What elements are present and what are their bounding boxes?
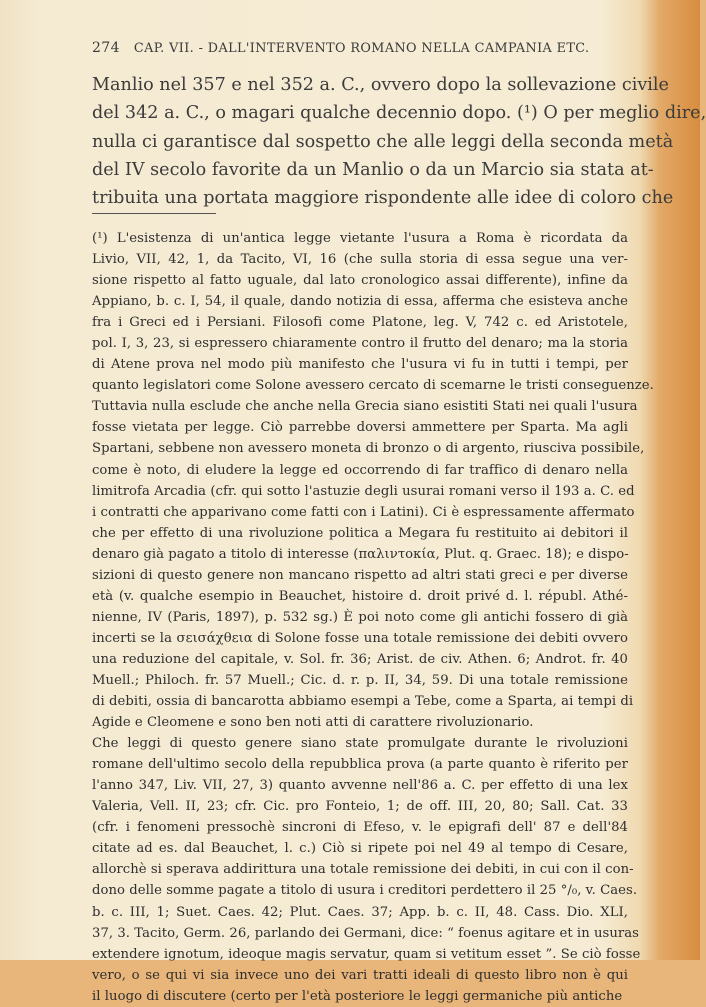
main-text-line: Manlio nel 357 e nel 352 a. C., ovvero dopo la sollevazione civile (92, 75, 669, 95)
footnote-line: citate ad es. dal Beauchet, l. c.) Ciò si ripete poi nel 49 al tempo di Cesare, (92, 841, 628, 857)
running-header (92, 40, 622, 56)
footnote (92, 228, 654, 1007)
footnote-line: Che leggi di questo genere siano state promulgate durante le rivoluzioni (92, 736, 628, 752)
footnote-line: vero, o se qui vi sia invece uno dei vari tratti ideali di questo libro non è qui (92, 967, 628, 983)
footnote-line: extendere ignotum, ideoque magis servatur, quam si vetitum esset ”. Se ciò fosse (92, 946, 641, 962)
footnote-line: Agide e Cleomene e sono ben noti atti di carattere rivoluzionario. (92, 715, 534, 731)
footnote-line: Spartani, sebbene non avessero moneta di bronzo o di argento, riusciva possibile, (92, 441, 645, 457)
footnote-line: l'anno 347, Liv. VII, 27, 3) quanto avvenne nell'86 a. C. per effetto di una lex (92, 778, 628, 794)
footnote-line: (cfr. i fenomeni pressochè sincroni di Efeso, v. le epigrafi dell' 87 e dell'84 (92, 820, 628, 836)
footnote-line: età (v. qualche esempio in Beauchet, histoire d. droit privé d. l. républ. Athé- (92, 588, 628, 604)
footnote-line: romane dell'ultimo secolo della repubblica prova (a parte quanto è riferito per (92, 757, 628, 773)
footnote-line: dono delle somme pagate a titolo di usura i creditori perdettero il 25 °/₀, v. Caes. (92, 883, 638, 899)
main-text-line: tribuita una portata maggiore rispondente alle idee di coloro che (92, 188, 674, 209)
main-text-line: del IV secolo favorite da un Manlio o da un Marcio sia stata at- (92, 159, 654, 180)
footnote-line: limitrofa Arcadia (cfr. qui sotto l'astuzie degli usurai romani verso il 193 a. C. ed (92, 483, 635, 499)
footnote-line: una reduzione del capitale, v. Sol. fr. 36; Arist. de civ. Athen. 6; Androt. fr. 40 (92, 651, 628, 667)
footnote-line: il luogo di discutere (certo per l'età posteriore le leggi germaniche più antiche (92, 988, 623, 1004)
footnote-separator (92, 213, 216, 214)
footnote-line: Appiano, b. c. I, 54, il quale, dando notizia di essa, afferma che esisteva anche (92, 294, 628, 310)
footnote-line: quanto legislatori come Solone avessero cercato di scemarne le tristi conseguenze. (92, 378, 654, 394)
footnote-line: denaro già pagato a titolo di interesse (παλιντοκία, Plut. q. Graec. 18); e dispo- (92, 546, 629, 562)
footnote-line: sione rispetto al fatto uguale, dal lato cronologico assai differente), infine da (92, 273, 628, 289)
footnote-line: fosse vietata per legge. Ciò parrebbe doversi ammettere per Sparta. Ma agli (92, 420, 628, 436)
footnote-line: Tuttavia nulla esclude che anche nella Grecia siano esistiti Stati nei quali l'usura (92, 399, 638, 415)
footnote-line: Valeria, Vell. II, 23; cfr. Cic. pro Fonteio, 1; de off. III, 20, 80; Sall. Cat. 33 (92, 799, 628, 815)
footnote-line: fra i Greci ed i Persiani. Filosofi come Platone, leg. V, 742 c. ed Aristotele, (92, 315, 628, 331)
footnote-line: nienne, IV (Paris, 1897), p. 532 sg.) È poi noto come gli antichi fossero di già (92, 609, 628, 625)
main-text-line: del 342 a. C., o magari qualche decennio dopo. (¹) O per meglio dire, (92, 103, 706, 124)
footnote-line: che per effetto di una rivoluzione politica a Megara fu restituito ai debitori il (92, 525, 628, 541)
footnote-line: allorchè si sperava addirittura una totale remissione dei debiti, in cui con il con- (92, 862, 634, 878)
footnote-line: Muell.; Philoch. fr. 57 Muell.; Cic. d. r. p. II, 34, 59. Di una totale remissione (92, 672, 628, 688)
footnote-line: b. c. III, 1; Suet. Caes. 42; Plut. Caes. 37; App. b. c. II, 48. Cass. Dio. XLI, (92, 904, 628, 920)
footnote-line: (¹) L'esistenza di un'antica legge vietante l'usura a Roma è ricordata da (92, 231, 628, 246)
main-text-line: nulla ci garantisce dal sospetto che alle leggi della seconda metà (92, 131, 674, 152)
footnote-line: incerti se la σεισάχθεια di Solone fosse una totale remissione dei debiti ovvero (92, 630, 628, 646)
footnote-line: di debiti, ossia di bancarotta abbiamo esempi a Tebe, come a Sparta, ai tempi di (92, 694, 634, 710)
running-title: CAP. VII. - DALL'INTERVENTO ROMANO NELLA CAMPANIA ETC. (133, 41, 590, 56)
footnote-line: pol. I, 3, 23, si espressero chiaramente contro il frutto del denaro; ma la storia (92, 336, 628, 352)
page-number: 274 (92, 40, 120, 56)
footnote-line: Livio, VII, 42, 1, da Tacito, VI, 16 (che sulla storia di essa segue una ver- (92, 252, 628, 268)
footnote-line: i contratti che apparivano come fatti con i Latini). Ci è espressamente affermato (92, 504, 635, 520)
footnote-line: 37, 3. Tacito, Germ. 26, parlando dei Germani, dice: “ foenus agitare et in usuras (92, 925, 639, 941)
main-text (92, 71, 706, 212)
footnote-line: sizioni di questo genere non mancano rispetto ad altri stati greci e per diverse (92, 567, 628, 583)
footnote-line: di Atene prova nel modo più manifesto che l'usura vi fu in tutti i tempi, per (92, 357, 628, 373)
footnote-line: come è noto, di eludere la legge ed occorrendo di far traffico di denaro nella (92, 462, 628, 478)
